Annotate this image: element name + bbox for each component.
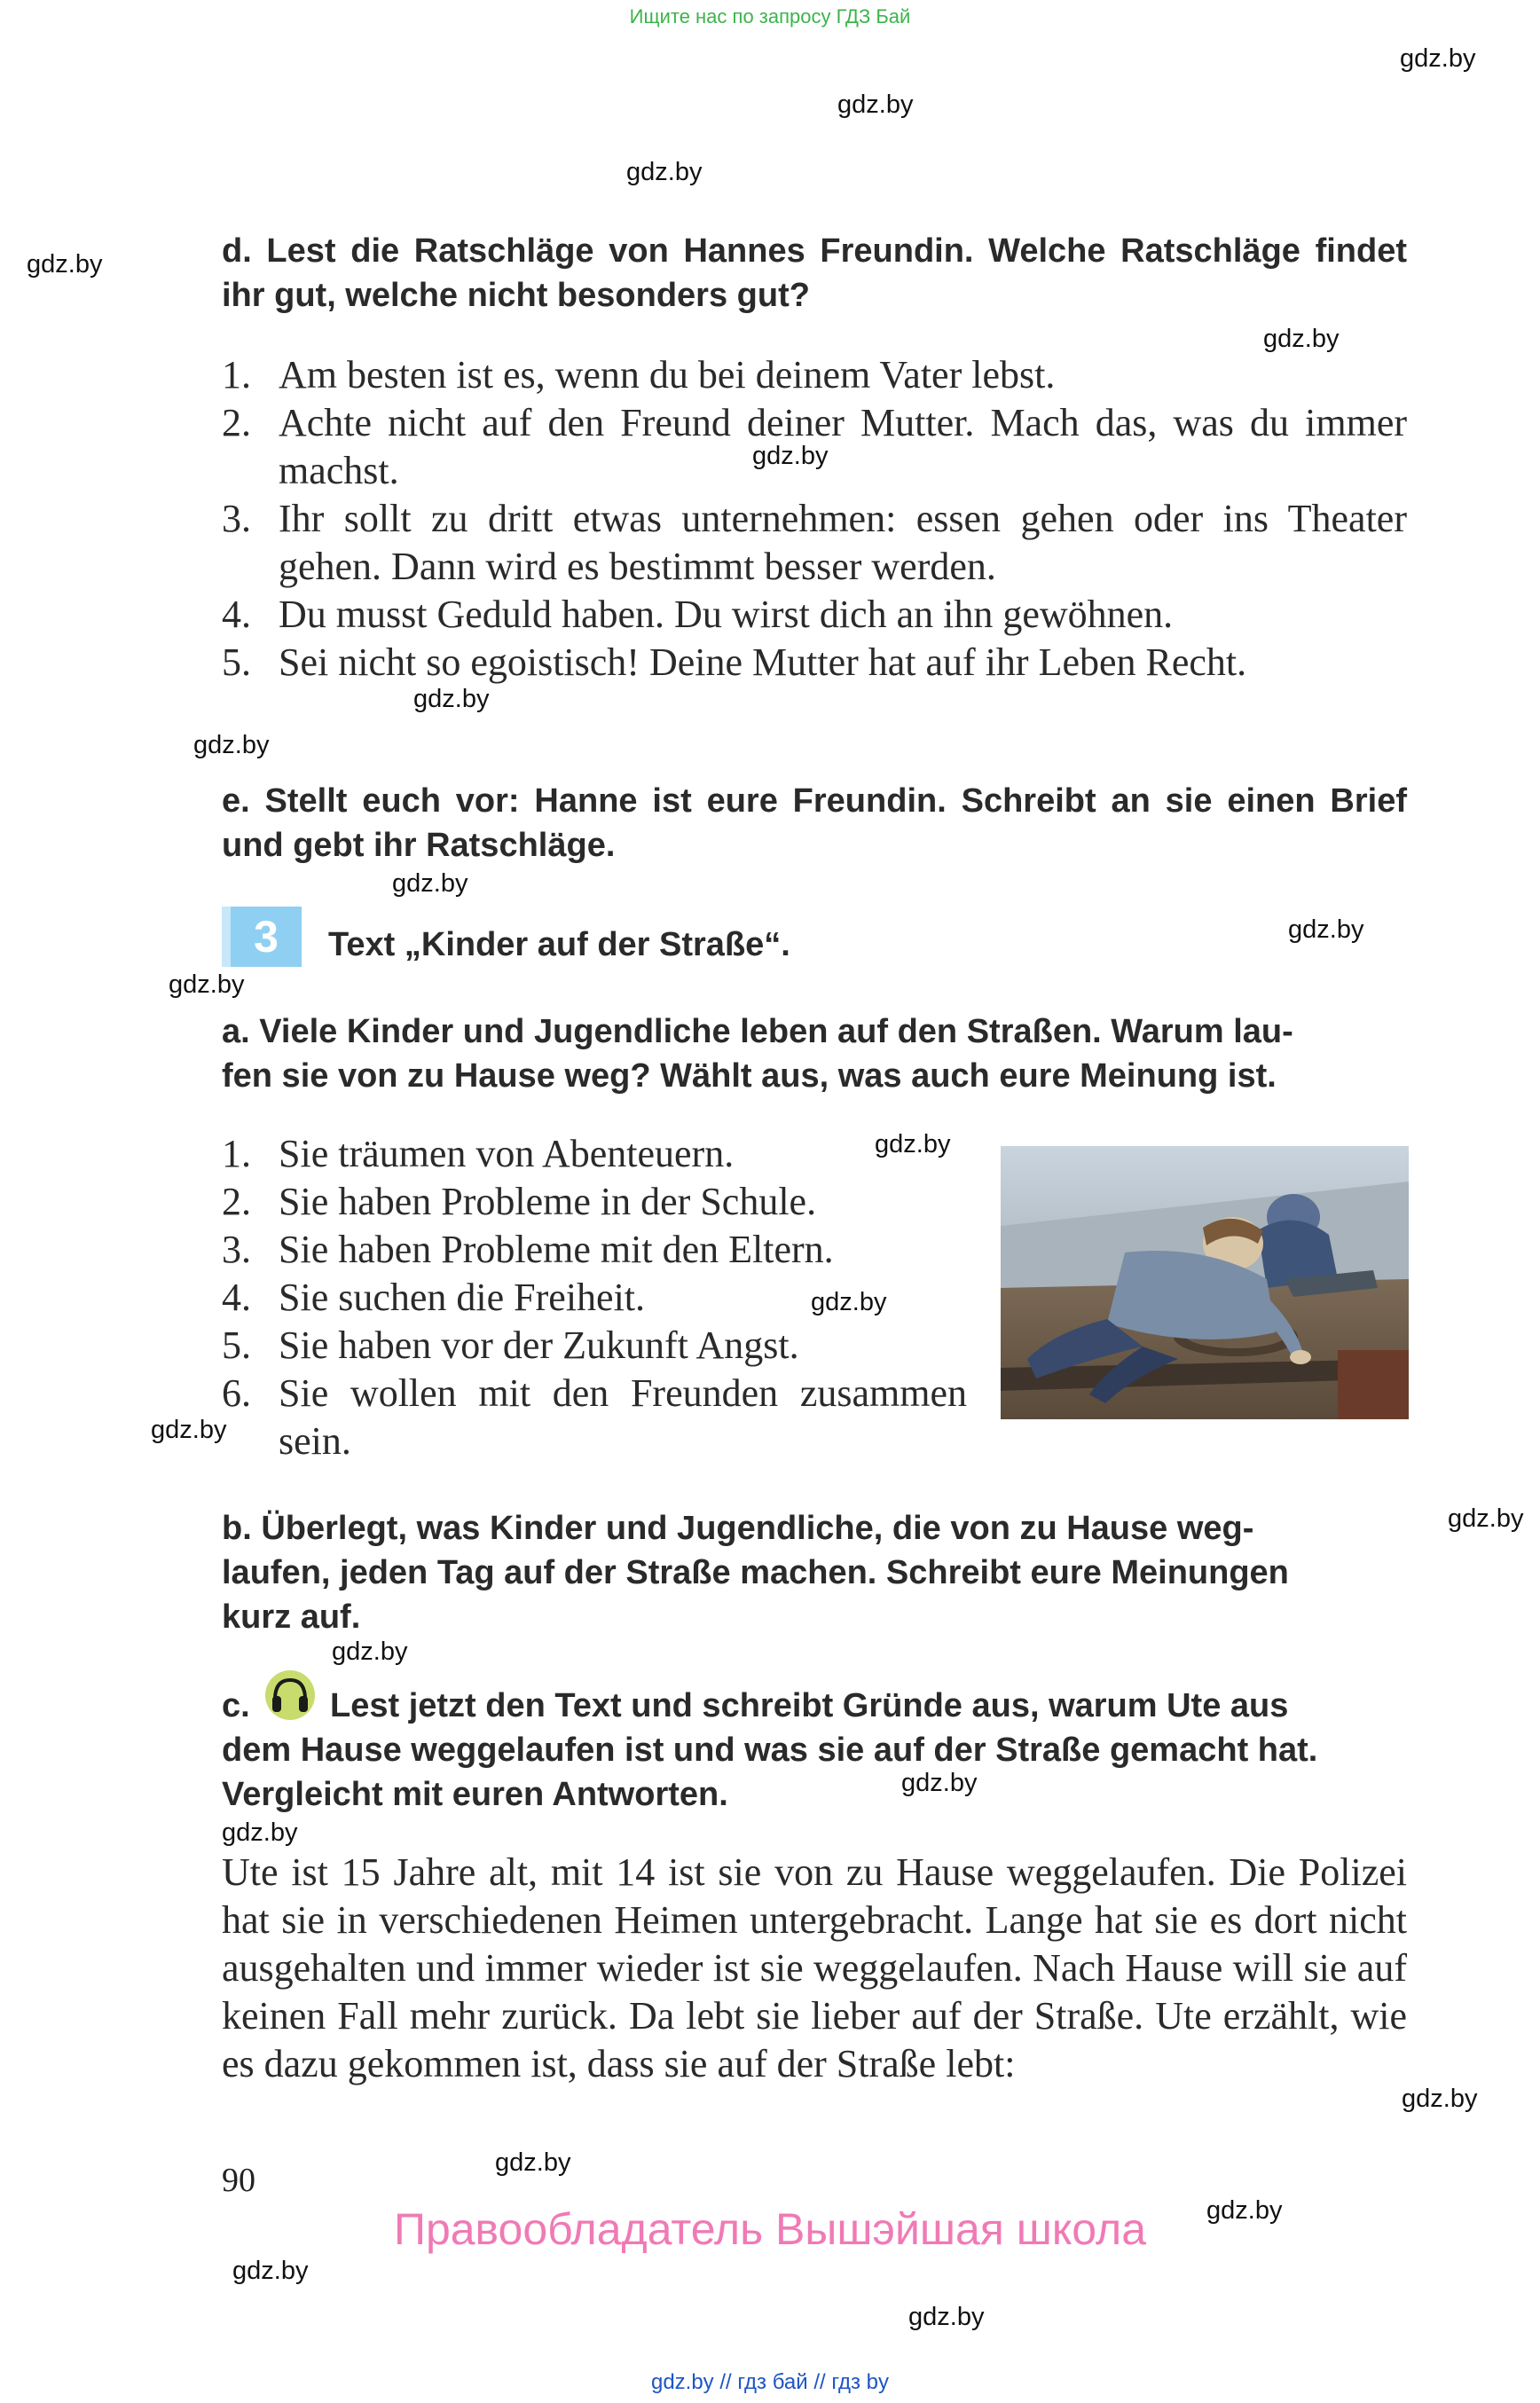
list-item: 4. Du musst Geduld haben. Du wirst dich an ihn gewöhnen.: [222, 593, 1174, 636]
list-item: 5. Sie haben vor der Zukunft Angst.: [222, 1323, 799, 1367]
task-b-instruction: b. Überlegt, was Kinder und Jugendliche, die von zu Hause weg- laufen, jeden Tag auf der Straße machen. Schreibt eure Meinungen kurz auf.: [222, 1510, 1289, 1636]
watermark: gdz.by: [626, 158, 703, 186]
copyright-notice: Правообладатель Вышэйшая школа: [394, 2204, 1146, 2254]
task-d-instruction: d. Lest die Ratschläge von Hannes Freundin. Welche Ratschläge findet ihr gut, welche nicht besonders gut?: [222, 232, 1407, 314]
exercise-number-badge: 3: [222, 907, 302, 967]
watermark: gdz.by: [1206, 2196, 1283, 2225]
watermark: gdz.by: [837, 90, 914, 119]
list-item: 2. Achte nicht auf den Freund deiner Mutter. Mach das, was du immer machst.: [222, 401, 1407, 492]
watermark: gdz.by: [27, 250, 103, 279]
watermark: gdz.by: [495, 2148, 571, 2177]
watermark: gdz.by: [392, 869, 468, 898]
list-item: 2. Sie haben Probleme in der Schule.: [222, 1180, 817, 1223]
watermark: gdz.by: [232, 2257, 309, 2285]
list-item: 3. Sie haben Probleme mit den Eltern.: [222, 1228, 834, 1271]
watermark: gdz.by: [222, 1818, 298, 1847]
task-d-list: [222, 351, 1407, 687]
list-item: 6. Sie wollen mit den Freunden zusammen sein.: [222, 1371, 967, 1463]
exercise-title: Text „Kinder auf der Straße“.: [328, 926, 790, 963]
story-paragraph: Ute ist 15 Jahre alt, mit 14 ist sie von zu Hause weggelaufen. Die Polizei hat sie in verschiedenen Heimen untergebracht. Lange hat sie es dort nicht ausgehalten und immer wieder ist sie weggelaufen. Nach Hause will sie auf keinen Fall mehr zurück. Da lebt sie lieber auf der Straße. Ute erzählt, wie es dazu gekommen ist, dass sie auf der Straße lebt:: [222, 1850, 1407, 2085]
page-number: 90: [222, 2162, 255, 2199]
watermark: gdz.by: [193, 731, 270, 759]
list-item: 1. Am besten ist es, wenn du bei deinem Vater lebst.: [222, 353, 1056, 397]
task-c-instruction: Lest jetzt den Text und schreibt Gründe aus, warum Ute aus dem Hause weggelaufen ist und was sie auf der Straße gemacht hat. Vergleicht mit euren Antworten.: [222, 1687, 1318, 1813]
task-a-list: [222, 1130, 967, 1465]
watermark: gdz.by: [901, 1769, 978, 1797]
search-banner: Ищите нас по запросу ГДЗ Бай: [629, 5, 911, 27]
watermark: gdz.by: [169, 970, 245, 999]
street-children-photo: [1001, 1146, 1409, 1419]
watermark: gdz.by: [332, 1637, 408, 1666]
list-item: 4. Sie suchen die Freiheit.: [222, 1276, 646, 1319]
list-item: 5. Sei nicht so egoistisch! Deine Mutter hat auf ihr Leben Recht.: [222, 640, 1247, 684]
watermark: gdz.by: [151, 1416, 227, 1444]
task-e-instruction: e. Stellt euch vor: Hanne ist eure Freundin. Schreibt an sie einen Brief und gebt ihr Ratschläge.: [222, 782, 1407, 864]
list-item: 3. Ihr sollt zu dritt etwas unternehmen: essen gehen oder ins Theater gehen. Dann wird es bestimmt besser werden.: [222, 497, 1407, 588]
watermark: gdz.by: [1263, 325, 1340, 353]
task-a-instruction: a. Viele Kinder und Jugendliche leben auf den Straßen. Warum lau- fen sie von zu Hause weg? Wählt aus, was auch eure Meinung ist.: [222, 1013, 1293, 1095]
watermark: gdz.by: [1400, 44, 1476, 73]
watermark: gdz.by: [1288, 915, 1364, 944]
watermark: gdz.by: [413, 685, 490, 713]
watermark: gdz.by: [1448, 1504, 1524, 1533]
watermark: gdz.by: [908, 2303, 985, 2331]
watermark: gdz.by: [1402, 2085, 1478, 2113]
task-c-prefix: c.: [222, 1687, 250, 1724]
list-item: 1. Sie träumen von Abenteuern.: [222, 1132, 735, 1175]
footer-links[interactable]: gdz.by // гдз бай // гдз by: [650, 2370, 890, 2394]
watermark: gdz.by: [875, 1130, 951, 1158]
watermark: gdz.by: [752, 442, 829, 470]
watermark: gdz.by: [811, 1288, 887, 1316]
